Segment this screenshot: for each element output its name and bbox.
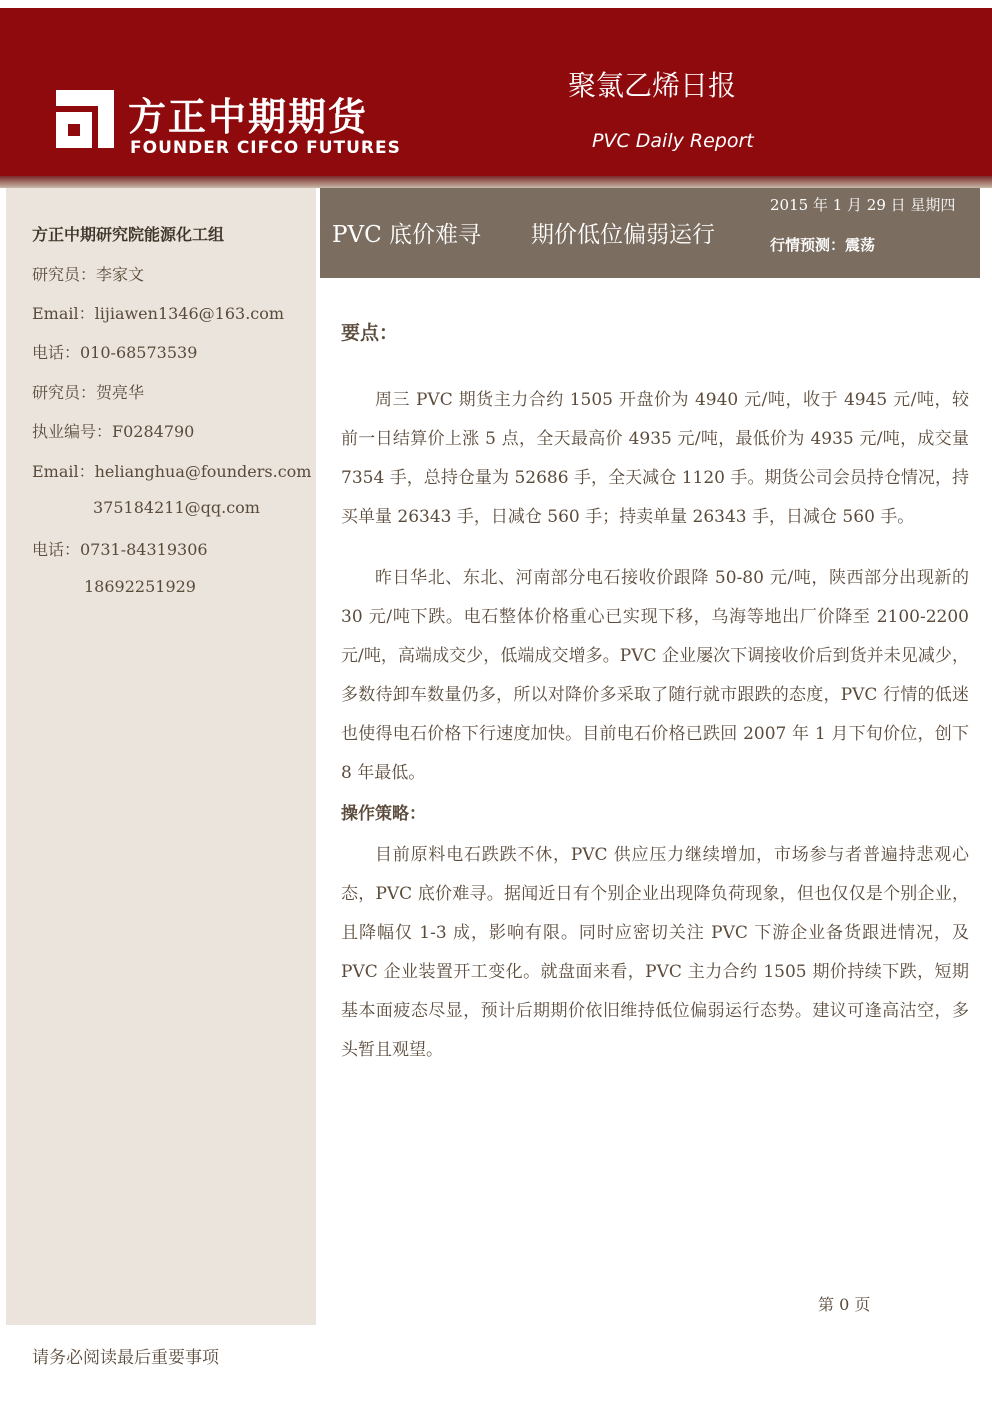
paragraph-carbide-market: 昨日华北、东北、河南部分电石接收价跟降 50-80 元/吨，陕西部分出现新的 30 元/吨下跌。电石整体价格重心已实现下移，乌海等地出厂价降至 2100-2200 元/吨，高端成交少，低端成交增多。PVC 企业屡次下调接收价后到货并未见减少，多数待卸车数量仍多，所以对降价多采取了随行就市跟跌的态度，PVC 行情的低迷也使得电石价格下行速度加快。目前电石价格已跌回 2007 年 1 月下旬价位，创下 8 年最低。 xyxy=(341,568,969,783)
analyst-email: Email：helianghua@founders.com xyxy=(32,462,312,481)
analyst-phone: 电话：010-68573539 xyxy=(32,343,198,362)
company-name-en: FOUNDER CIFCO FUTURES xyxy=(130,138,401,158)
headline xyxy=(332,216,715,249)
analyst-email-alt: 375184211@qq.com xyxy=(93,498,260,517)
report-header xyxy=(0,8,992,186)
report-title-cn: 聚氯乙烯日报 xyxy=(568,69,737,102)
page-number: 第 0 页 xyxy=(818,1295,871,1314)
research-group: 方正中期研究院能源化工组 xyxy=(32,225,225,244)
strategy-heading: 操作策略： xyxy=(341,804,426,824)
report-date: 2015 年 1 月 29 日 星期四 xyxy=(770,196,956,214)
paragraph-futures-summary: 周三 PVC 期货主力合约 1505 开盘价为 4940 元/吨，收于 4945 元/吨，较前一日结算价上涨 5 点，全天最高价 4935 元/吨，最低价为 4935 元/吨，成交量 7354 手，总持仓量为 52686 手，全天减仓 1120 手。期货公司会员持仓情况，持买单量 26343 手，日减仓 560 手；持卖单量 26343 手，日减仓 560 手。 xyxy=(341,390,969,527)
market-forecast: 行情预测：震荡 xyxy=(770,236,876,254)
headline-right: 期价低位偏弱运行 xyxy=(531,222,715,248)
header-divider xyxy=(0,176,992,188)
disclaimer-notice: 请务必阅读最后重要事项 xyxy=(32,1348,219,1368)
analyst-name: 研究员：李家文 xyxy=(32,265,145,284)
company-name-cn: 方正中期期货 xyxy=(128,95,369,139)
analyst-phone-alt: 18692251929 xyxy=(84,577,196,596)
author-sidebar xyxy=(6,188,316,1325)
analyst-phone: 电话：0731-84319306 xyxy=(32,540,208,559)
analyst-name: 研究员：贺亮华 xyxy=(32,383,145,402)
report-title-en: PVC Daily Report xyxy=(592,130,754,152)
headline-left: PVC 底价难寻 xyxy=(332,222,481,248)
report-body xyxy=(341,310,969,1070)
key-points-heading: 要点： xyxy=(341,322,399,344)
analyst-email: Email：lijiawen1346@163.com xyxy=(32,304,285,323)
founder-logo-icon xyxy=(56,90,114,148)
headline-banner xyxy=(320,188,980,278)
paragraph-strategy: 目前原料电石跌跌不休，PVC 供应压力继续增加，市场参与者普遍持悲观心态，PVC 底价难寻。据闻近日有个别企业出现降负荷现象，但也仅仅是个别企业，且降幅仅 1-3 成，影响有限。同时应密切关注 PVC 下游企业备货跟进情况，及 PVC 企业装置开工变化。就盘面来看，PVC 主力合约 1505 期价持续下跌，短期基本面疲态尽显，预计后期期价依旧维持低位偏弱运行态势。建议可逢高沽空，多头暂且观望。 xyxy=(341,845,969,1060)
license-number: 执业编号：F0284790 xyxy=(32,422,195,441)
